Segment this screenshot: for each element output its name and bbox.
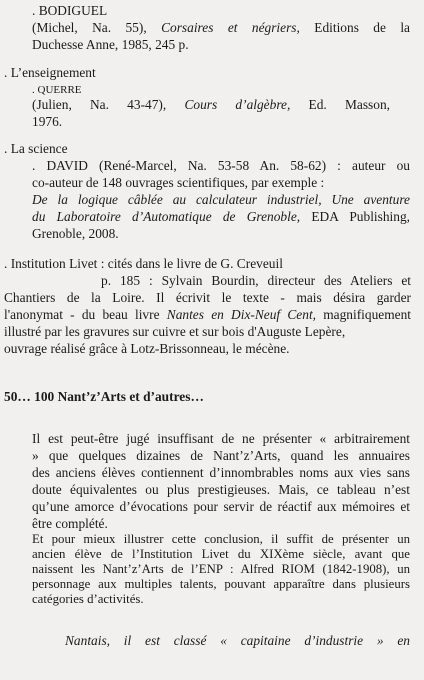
querre-author: (Julien, Na. 43-47), <box>32 97 185 112</box>
bodiguel-line-1 <box>32 20 410 36</box>
david-line-2: co-auteur de 148 ouvrages scientifiques, par exemple : <box>32 175 325 190</box>
livet-line-2: p. 185 : Sylvain Bourdin, directeur des Ateliers et <box>101 273 411 288</box>
david-line-5: Grenoble, 2008. <box>32 226 119 241</box>
para2-line-2: ancien élève de l’Institution Livet du XIXème siècle, avant que <box>32 547 410 561</box>
querre-publisher: Ed. Masson, <box>290 97 390 112</box>
david-book-title: du Laboratoire d’Automatique de Grenoble, <box>32 209 301 224</box>
querre-line-1 <box>32 97 390 113</box>
para1-line-2: » que quelques dizaines de Nant’z’Arts, quand les annuaires <box>32 448 410 463</box>
david-line-4 <box>32 209 410 225</box>
livet-line-6: ouvrage réalisé grâce à Lotz-Brissonneau, le mécène. <box>4 341 290 356</box>
bodiguel-author: (Michel, Na. 55), <box>32 20 162 35</box>
section-title: 50… 100 Nant’z’Arts et d’autres… <box>4 389 204 404</box>
livet-text-pre: l'anonymat - du beau livre <box>4 307 167 322</box>
bodiguel-title: Corsaires et négriers, <box>161 20 300 35</box>
david-publisher: EDA Publishing, <box>300 209 410 224</box>
para2-line-4: personnage aux multiples talents, pouvant apparaître dans plusieurs <box>32 577 410 591</box>
livet-line-4 <box>4 307 411 323</box>
livet-line-3: Chantiers de la Loire. Il écrivit le texte - mais désira garder <box>4 290 411 305</box>
para1-line-4: doute équivalentes ou plus prestigieuses. Mais, ce tableau n’est <box>32 482 410 497</box>
livet-line-5: illustré par les gravures sur cuivre et sur bois d'Auguste Lepère, <box>4 324 346 339</box>
querre-title: Cours d’algèbre, <box>184 97 291 112</box>
bodiguel-name: . BODIGUEL <box>32 3 108 18</box>
querre-name: . QUERRE <box>32 84 82 96</box>
livet-line-1: . Institution Livet : cités dans le livre de G. Creveuil <box>4 256 283 271</box>
david-line-3: De la logique câblée au calculateur industriel, Une aventure <box>32 192 410 207</box>
bodiguel-publisher: Editions de la <box>299 20 411 35</box>
para1-line-1: Il est peut-être jugé insuffisant de ne présenter « arbitrairement <box>32 431 410 446</box>
para2-line-5: catégories d’activités. <box>32 592 144 606</box>
david-line-1: . DAVID (René-Marcel, Na. 53-58 An. 58-62) : auteur ou <box>32 158 410 173</box>
enseignement-heading: . L’enseignement <box>4 65 96 80</box>
livet-book-title: Nantes en Dix-Neuf Cent, <box>166 307 317 322</box>
para1-line-6: être complété. <box>32 516 108 531</box>
querre-line-2: 1976. <box>32 114 63 129</box>
para3-line-1: Nantais, il est classé « capitaine d’industrie » en <box>65 633 410 648</box>
para2-line-3: naissent les Nant’z’Arts de l’ENP : Alfred RIOM (1842-1908), un <box>32 562 410 576</box>
science-heading: . La science <box>4 141 68 156</box>
para2-line-1: Et pour mieux illustrer cette conclusion, il suffit de présenter un <box>32 532 410 546</box>
para1-line-5: qu’une amorce d’évocations pour servir de réactif aux mémoires et <box>32 499 410 514</box>
para1-line-3: des anciens élèves contiennent d’innombrables noms aux vies sans <box>32 465 410 480</box>
livet-text-post: magnifiquement <box>316 307 412 322</box>
bodiguel-line-2: Duchesse Anne, 1985, 245 p. <box>32 37 189 52</box>
